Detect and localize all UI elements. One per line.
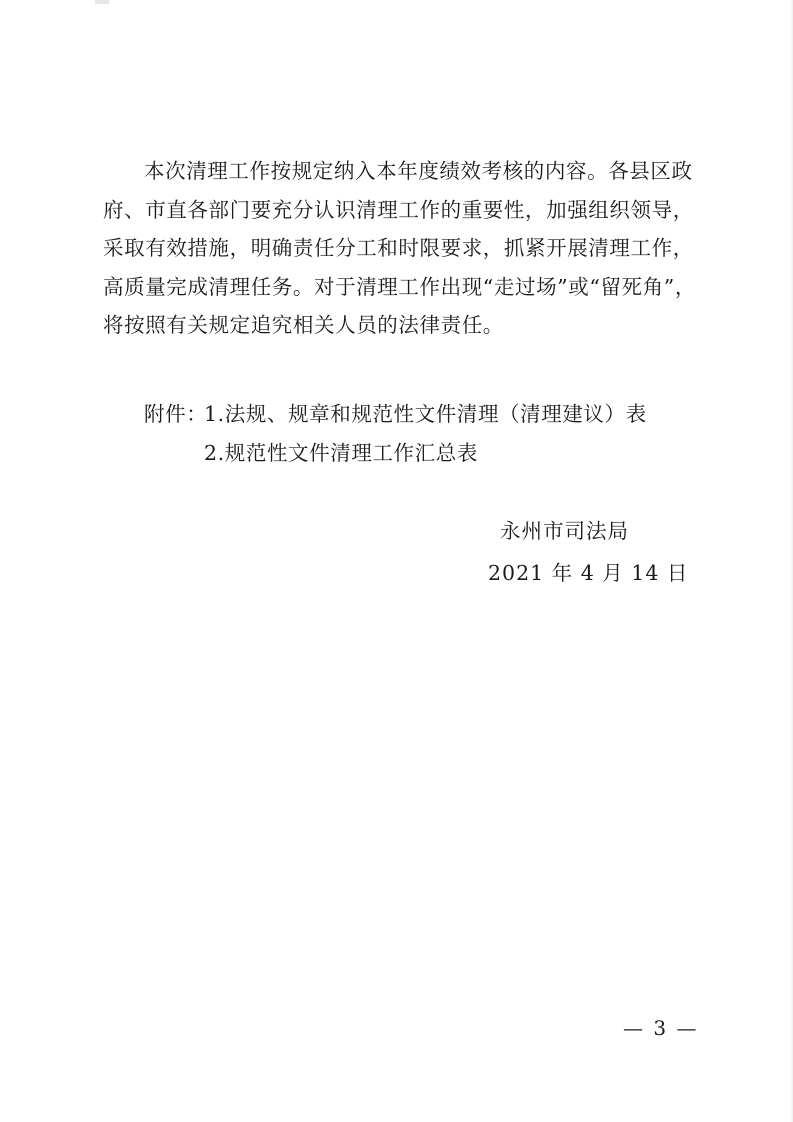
signature-organization: 永州市司法局 bbox=[500, 519, 629, 543]
page-number: — 3 — bbox=[623, 1016, 699, 1040]
attachment-row-1 bbox=[144, 395, 647, 434]
body-paragraph: 本次清理工作按规定纳入本年度绩效考核的内容。各县区政府、市直各部门要充分认识清理工作的重要性，加强组织领导，采取有效措施，明确责任分工和时限要求，抓紧开展清理工作，高质量完成清理任务。对于清理工作出现“走过场”或“留死角”，将按照有关规定追究相关人员的法律责任。 bbox=[103, 159, 696, 337]
attachment-item-2: 2.规范性文件清理工作汇总表 bbox=[204, 440, 478, 465]
attachment-row-2 bbox=[144, 434, 647, 473]
scan-artifact bbox=[95, 0, 109, 4]
signature-block bbox=[488, 510, 688, 594]
signature-date: 2021 年 4 月 14 日 bbox=[488, 561, 689, 585]
attachments-section bbox=[144, 395, 647, 472]
body-paragraph-block bbox=[103, 152, 703, 345]
attachments-label: 附件： bbox=[144, 402, 208, 426]
attachment-item-1: 1.法规、规章和规范性文件清理（清理建议）表 bbox=[204, 402, 647, 426]
